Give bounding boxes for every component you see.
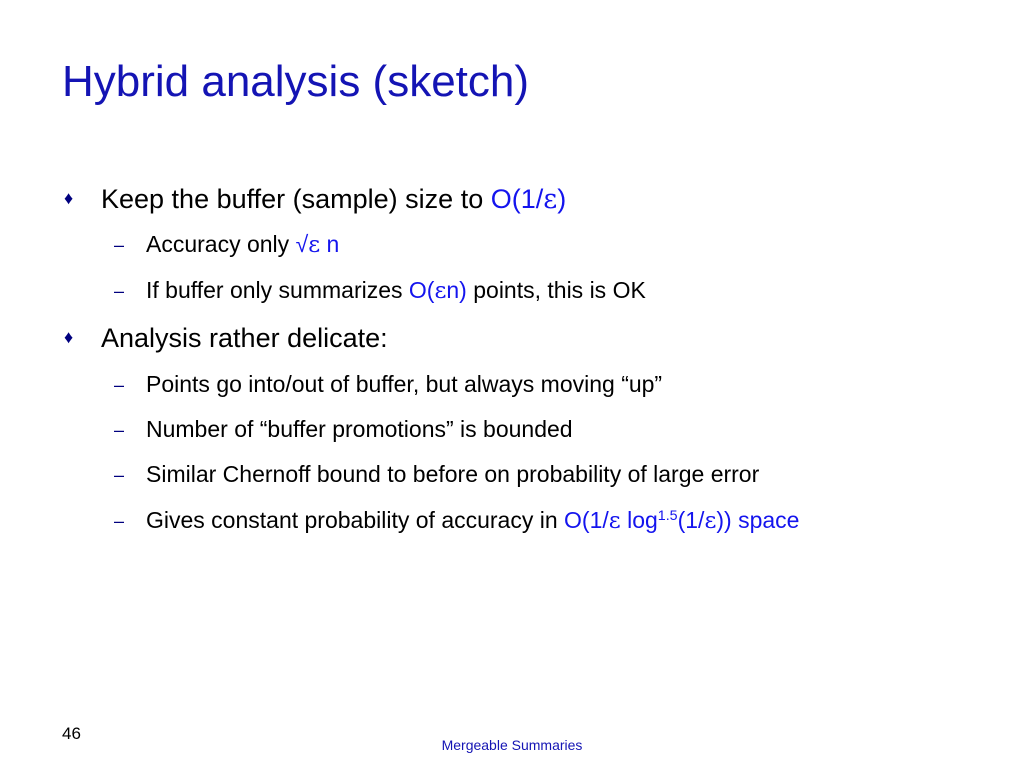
page-number: 46 [62,724,81,743]
sub-bullet-2-3-text: Similar Chernoff bound to before on probability of large error [146,461,760,487]
diamond-bullet-icon: ♦ [64,327,74,347]
slide-title: Hybrid analysis (sketch) [62,57,530,106]
dash-bullet-icon: – [114,375,125,395]
sub-bullet-1-2-math: O(εn) [408,277,467,304]
dash-bullet-icon: – [114,420,125,440]
dash-bullet-icon: – [114,235,125,255]
dash-bullet-icon: – [114,281,125,301]
footer-title: Mergeable Summaries [441,737,583,753]
sub-bullet-2-1-text: Points go into/out of buffer, but always moving “up” [146,371,663,397]
sub-bullet-1-1-math: √ε n [295,231,340,258]
bullet-1-math: O(1/ε) [490,184,567,215]
sub-bullet-2-4-math: O(1/ε $\log^{1.5}(1/\varepsilon)$) space [564,507,800,534]
bullet-2-text: Analysis rather delicate: [101,323,388,353]
sub-bullet-2-4-text: Gives constant probability of accuracy in O(1/ε $\log^{1.5}(1/\varepsilon)$) space [146,507,800,534]
dash-bullet-icon: – [114,465,125,485]
sub-bullet-1-2-text: If buffer only summarizes O(εn) points, this is OK [146,277,646,304]
dash-bullet-icon: – [114,511,125,531]
diamond-bullet-icon: ♦ [64,188,74,208]
sub-bullet-2-2-text: Number of “buffer promotions” is bounded [146,416,573,442]
sub-bullet-1-1-text: Accuracy only √ε n [146,231,340,258]
bullet-1-text: Keep the buffer (sample) size to O(1/ε) [101,184,567,215]
